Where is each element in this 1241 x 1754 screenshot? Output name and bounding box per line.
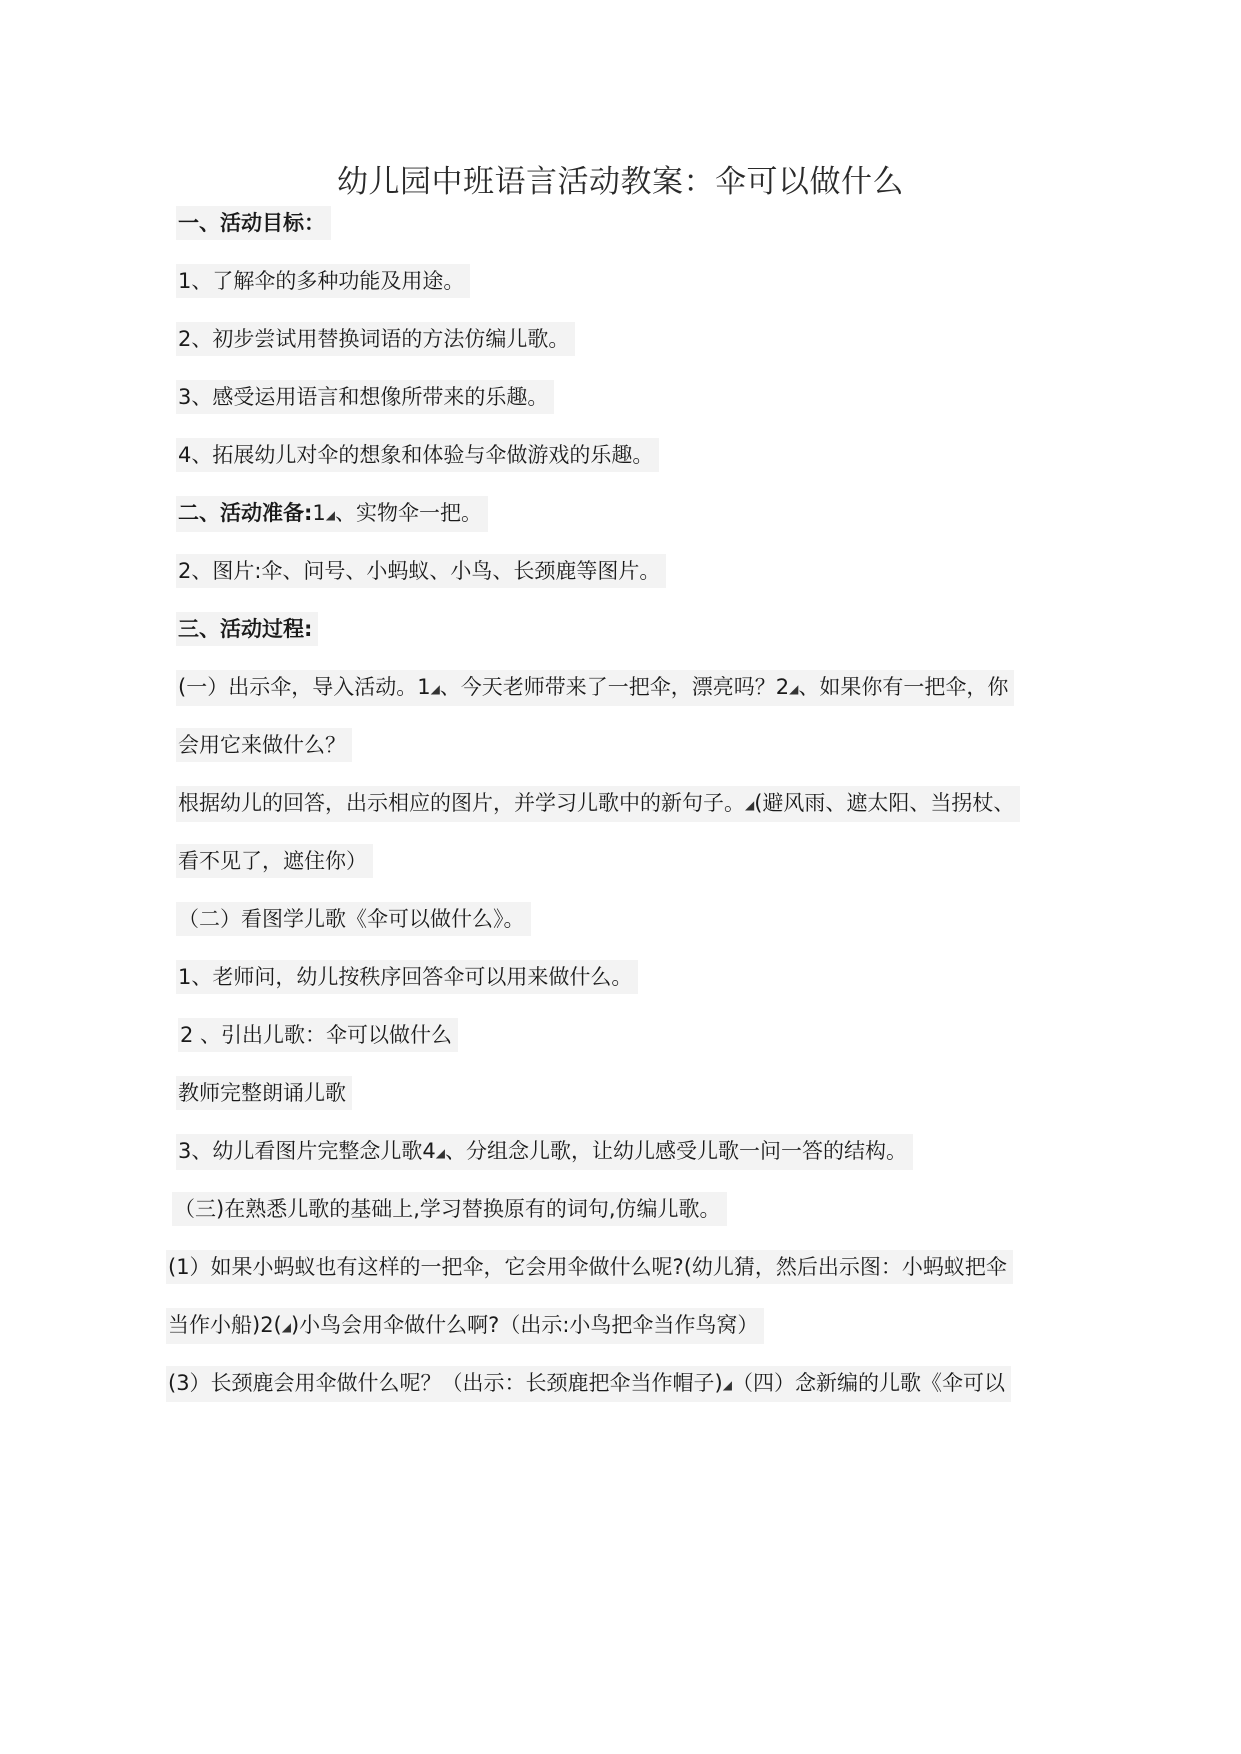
- process-paragraph-2-cont: 看不见了，遮住你）: [176, 844, 373, 878]
- process-item: [166, 1366, 1011, 1402]
- list-marker-icon: ◢: [281, 1320, 291, 1334]
- process-item: 2 、引出儿歌：伞可以做什么: [178, 1018, 458, 1052]
- prep-item-2: 2、图片:伞、问号、小蚂蚁、小鸟、长颈鹿等图片。: [176, 554, 666, 588]
- process-text: 3、幼儿看图片完整念儿歌4: [178, 1139, 436, 1163]
- process-text: (3）长颈鹿会用伞做什么呢？（出示：长颈鹿把伞当作帽子): [168, 1371, 723, 1395]
- goal-item-2: 2、初步尝试用替换词语的方法仿编儿歌。: [176, 322, 575, 356]
- process-paragraph-1-cont: 会用它来做什么？: [176, 728, 352, 762]
- process-item: (1）如果小蚂蚁也有这样的一把伞，它会用伞做什么呢?(幼儿猜，然后出示图：小蚂蚁把伞: [166, 1250, 1013, 1284]
- list-marker-icon: ◢: [745, 798, 755, 812]
- process-text: 根据幼儿的回答，出示相应的图片，并学习儿歌中的新句子。: [178, 791, 745, 815]
- process-paragraph-1: [176, 670, 1014, 706]
- process-text: 当作小船)2(: [168, 1313, 282, 1337]
- process-text: 、今天老师带来了一把伞，漂亮吗？2: [439, 675, 790, 699]
- process-item: 1、老师问，幼儿按秩序回答伞可以用来做什么。: [176, 960, 638, 994]
- process-text: 、如果你有一把伞，你: [798, 675, 1009, 699]
- process-item: [176, 1134, 913, 1170]
- process-item: [166, 1308, 764, 1344]
- goal-item-1: 1、了解伞的多种功能及用途。: [176, 264, 470, 298]
- section-heading-goals: 一、活动目标：: [176, 206, 331, 240]
- process-text: 、分组念儿歌，让幼儿感受儿歌一问一答的结构。: [444, 1139, 907, 1163]
- list-marker-icon: ◢: [430, 682, 440, 696]
- process-step-2-heading: （二）看图学儿歌《伞可以做什么》。: [176, 902, 531, 936]
- prep-item-1-number: 1: [312, 501, 326, 525]
- list-marker-icon: ◢: [435, 1146, 445, 1160]
- goal-item-4: 4、拓展幼儿对伞的想象和体验与伞做游戏的乐趣。: [176, 438, 659, 472]
- page-title: 幼儿园中班语言活动教案：伞可以做什么: [337, 164, 904, 200]
- list-marker-icon: ◢: [789, 682, 799, 696]
- section-heading-prep: 二、活动准备:: [178, 501, 313, 525]
- process-paragraph-2: [176, 786, 1020, 822]
- list-marker-icon: ◢: [722, 1378, 732, 1392]
- prep-item-1-text: 、实物伞一把。: [335, 501, 483, 525]
- list-marker-icon: ◢: [325, 508, 336, 522]
- process-item: 教师完整朗诵儿歌: [176, 1076, 352, 1110]
- process-text: (避风雨、遮太阳、当拐杖、: [754, 791, 1015, 815]
- process-text: （四）念新编的儿歌《伞可以: [731, 1371, 1005, 1395]
- prep-line-1: [176, 496, 488, 532]
- goal-item-3: 3、感受运用语言和想像所带来的乐趣。: [176, 380, 554, 414]
- section-heading-process: 三、活动过程:: [176, 612, 318, 646]
- process-step-3-heading: （三)在熟悉儿歌的基础上,学习替换原有的词句,仿编儿歌。: [172, 1192, 727, 1226]
- process-text: )小鸟会用伞做什么啊?（出示:小鸟把伞当作鸟窝）: [290, 1313, 759, 1337]
- process-text: (一）出示伞，导入活动。1: [178, 675, 431, 699]
